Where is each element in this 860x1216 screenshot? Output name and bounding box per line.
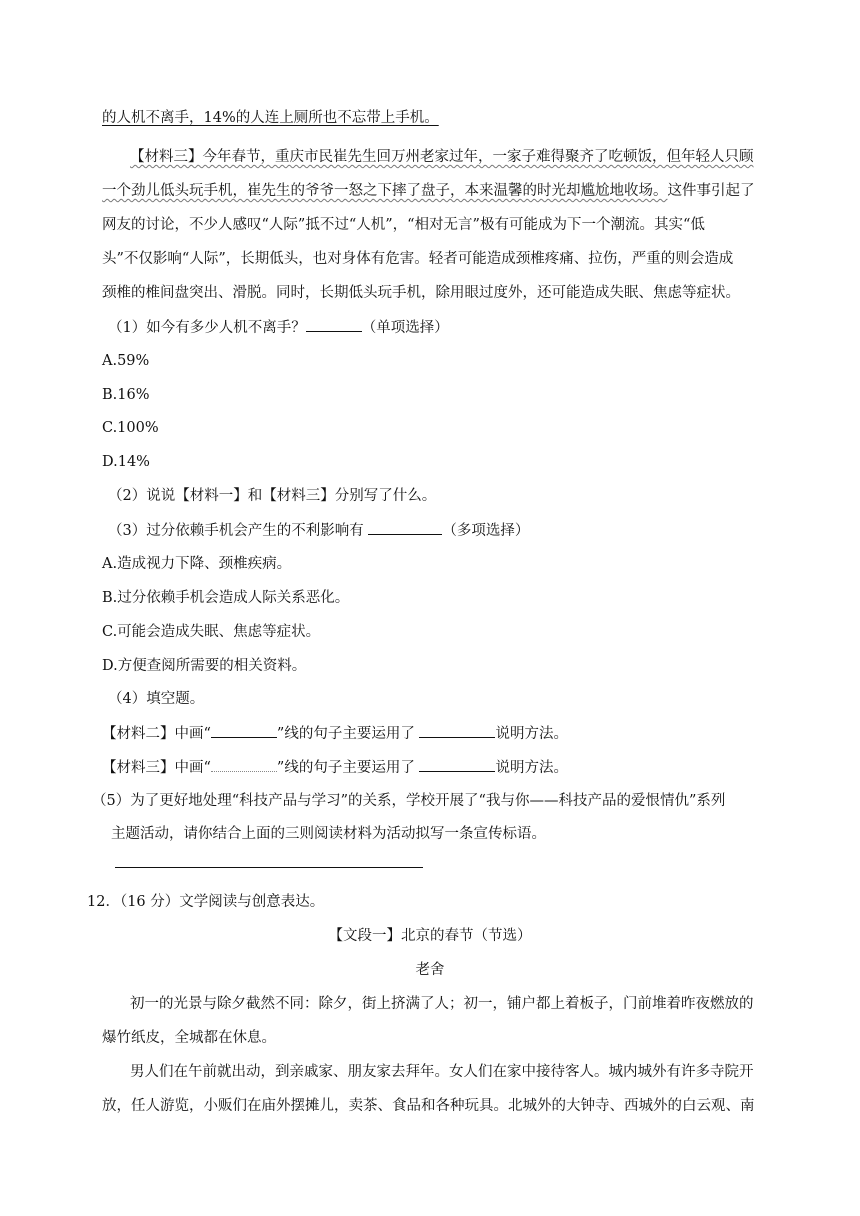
material-3-line-1 [130,147,754,167]
material-3-line-5: 颈椎的椎间盘突出、滑脱。同时，长期低头玩手机，除用眼过度外，还可能造成失眠、焦虑等症状。 [102,285,740,301]
passage-p1-line-2: 爆竹纸皮，全城都在休息。 [102,1030,276,1046]
passage-title: 【文段一】北京的春节（节选） [328,928,532,944]
question-4-title: （4）填空题。 [108,691,205,707]
question-1-prompt: （1）如今有多少人机不离手？ [108,320,306,336]
question-4-row-1-a: 【材料二】中画“ [102,726,211,742]
question-3-option-a[interactable]: A.造成视力下降、颈椎疾病。 [102,556,292,572]
question-5-answer-line[interactable] [115,867,423,868]
material-3-line-2-rest: 这件事引起了 [667,183,755,199]
question-12-number: 12． [87,894,120,910]
question-1-option-c[interactable]: C.100% [102,420,159,436]
question-4-row-2 [102,757,568,777]
question-12-text: （16 分）文学阅读与创意表达。 [119,894,325,910]
passage-p2-line-2: 放，任人游览，小贩们在庙外摆摊儿，卖茶、食品和各种玩具。北城外的大钟寺、西城外的白云观、南 [102,1098,755,1114]
question-3-option-d[interactable]: D.方便查阅所需要的相关资料。 [102,658,307,674]
solid-line-sample [211,723,277,738]
passage-p1-line-1: 初一的光景与除夕截然不同：除夕，街上挤满了人；初一，铺户都上着板子，门前堆着昨夜燃放的 [130,996,754,1012]
question-5-line-1: （5）为了更好地处理“科技产品与学习”的关系，学校开展了“我与你——科技产品的爱恨情仇”系列 [92,793,726,809]
question-2: （2）说说【材料一】和【材料三】分别写了什么。 [108,488,437,504]
question-1-option-d[interactable]: D.14% [102,454,150,470]
question-3-option-c[interactable]: C.可能会造成失眠、焦虑等症状。 [102,624,321,640]
question-5-line-2: 主题活动，请你结合上面的三则阅读材料为活动拟写一条宣传标语。 [111,826,546,842]
question-1-hint: （单项选择） [361,320,449,336]
question-1-option-a[interactable]: A.59% [102,353,150,369]
passage-author: 老舍 [415,962,445,978]
question-4-row-1-b: ”线的句子主要运用了 [276,726,420,742]
question-3-answer-blank[interactable] [368,520,442,535]
material-3-line-4: 头”不仅影响“人际”，长期低头，也对身体有危害。轻者可能造成颈椎疼痛、拉伤，严重的则会造成 [102,251,734,267]
question-12-heading [87,892,324,912]
material-3-line-3: 网友的讨论，不少人感叹“人际”抵不过“人机”，“相对无言”极有可能成为下一个潮流。其实“低 [102,217,705,233]
question-1 [108,317,449,337]
passage-p2-line-1: 男人们在午前就出动，到亲戚家、朋友家去拜年。女人们在家中接待客人。城内城外有许多寺院开 [130,1064,754,1080]
wavy-underlined-sentence-end: 一个劲儿低头玩手机，崔先生的爷爷一怒之下摔了盘子，本来温馨的时光却尴尬地收场。 [102,183,668,199]
question-3-prompt: （3）过分依赖手机会产生的不利影响有 [108,523,369,539]
question-4-row-2-c: 说明方法。 [495,760,568,776]
question-1-option-b[interactable]: B.16% [102,387,150,403]
question-1-answer-blank[interactable] [306,317,362,332]
wavy-underlined-sentence: 【材料三】今年春节，重庆市民崔先生回万州老家过年，一家子难得聚齐了吃顿饭，但年轻人只顾 [130,149,754,165]
question-4-row-2-answer-blank[interactable] [419,757,495,772]
question-4-row-2-b: ”线的句子主要运用了 [276,760,420,776]
material-3-line-2 [102,181,755,201]
question-3 [108,520,529,540]
question-3-option-b[interactable]: B.过分依赖手机会造成人际关系恶化。 [102,590,350,606]
wavy-line-sample [211,757,277,772]
material-2-end-line [102,108,439,128]
question-4-row-2-a: 【材料三】中画“ [102,760,211,776]
question-4-row-1-c: 说明方法。 [495,726,568,742]
question-3-hint: （多项选择） [442,523,530,539]
underlined-sentence: 的人机不离手，14%的人连上厕所也不忘带上手机。 [102,110,439,126]
question-4-row-1 [102,723,568,743]
question-4-row-1-answer-blank[interactable] [419,723,495,738]
